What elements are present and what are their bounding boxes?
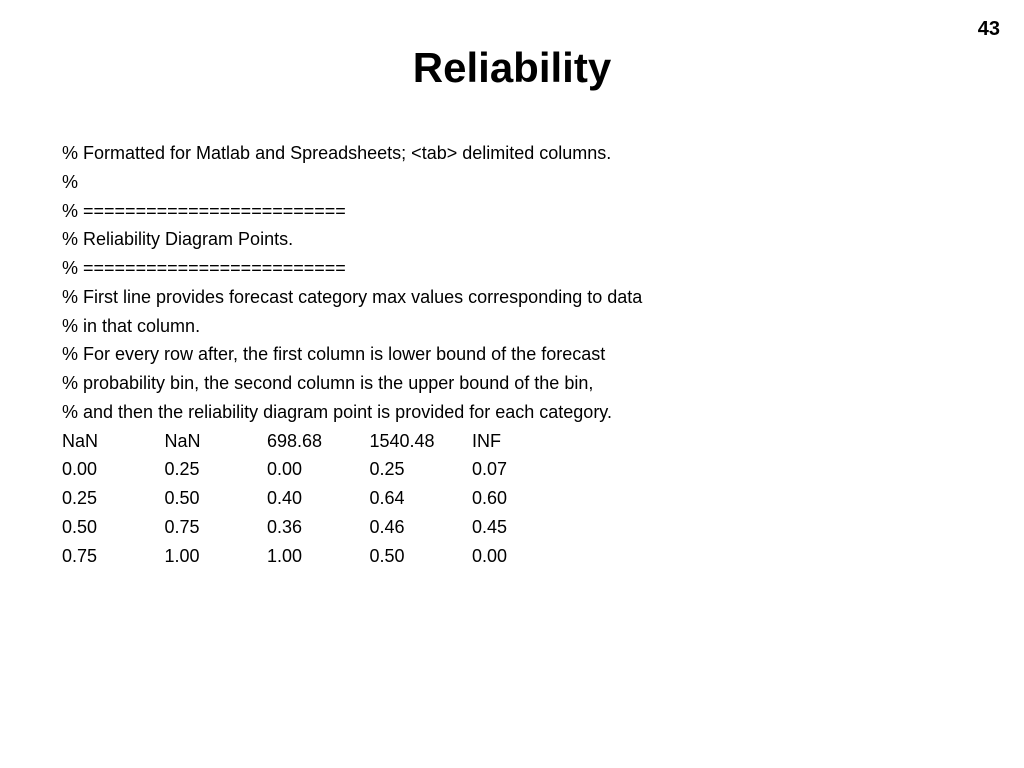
comment-line: % in that column. (62, 315, 201, 336)
comment-line: % ========================= (62, 200, 346, 221)
table-cell: 0.00 (62, 459, 98, 480)
table-row (62, 427, 982, 456)
table-cell: 0.36 (267, 516, 303, 537)
comment-line: % Reliability Diagram Points. (62, 229, 294, 250)
comment-line: % (62, 171, 79, 192)
table-cell: 0.50 (62, 516, 98, 537)
table-cell: 0.00 (267, 459, 303, 480)
comment-line: % For every row after, the first column is lower bound of the forecast (62, 344, 606, 365)
table-row (62, 484, 982, 513)
table-cell: 0.00 (472, 545, 508, 566)
table-cell: 1.00 (267, 545, 303, 566)
table-cell: 1.00 (164, 545, 200, 566)
table-cell: 0.07 (472, 459, 508, 480)
table-row (62, 542, 982, 571)
table-cell: 0.25 (369, 459, 405, 480)
slide-number: 43 (977, 18, 1000, 40)
table-cell: 0.60 (472, 488, 508, 508)
table-cell: 0.46 (369, 516, 405, 537)
table-cell: NaN (164, 430, 201, 451)
table-cell: 1540.48 (369, 430, 435, 451)
table-row (62, 513, 982, 542)
table-cell: 0.50 (164, 488, 200, 508)
slide-body (62, 139, 982, 570)
table-cell: 0.40 (267, 488, 303, 508)
table-cell: 0.75 (164, 516, 200, 537)
table-cell: INF (472, 430, 501, 451)
comment-line: % First line provides forecast category max values corresponding to data (62, 286, 643, 307)
table-row (62, 455, 982, 484)
table-cell: 0.45 (472, 516, 508, 537)
table-cell: 0.75 (62, 545, 98, 566)
comment-line: % ========================= (62, 258, 346, 278)
table-cell: 0.25 (164, 459, 200, 480)
comment-line: % probability bin, the second column is the upper bound of the bin, (62, 373, 594, 393)
table-cell: NaN (62, 430, 99, 451)
comment-line: % and then the reliability diagram point is provided for each category. (62, 401, 612, 422)
table-cell: 698.68 (267, 430, 323, 451)
table-cell: 0.50 (369, 545, 405, 566)
table-cell: 0.64 (369, 488, 405, 508)
slide-title: Reliability (412, 44, 612, 91)
comment-line: % Formatted for Matlab and Spreadsheets; <tab> delimited columns. (62, 143, 612, 163)
reliability-data-table (62, 427, 982, 571)
table-cell: 0.25 (62, 488, 98, 508)
